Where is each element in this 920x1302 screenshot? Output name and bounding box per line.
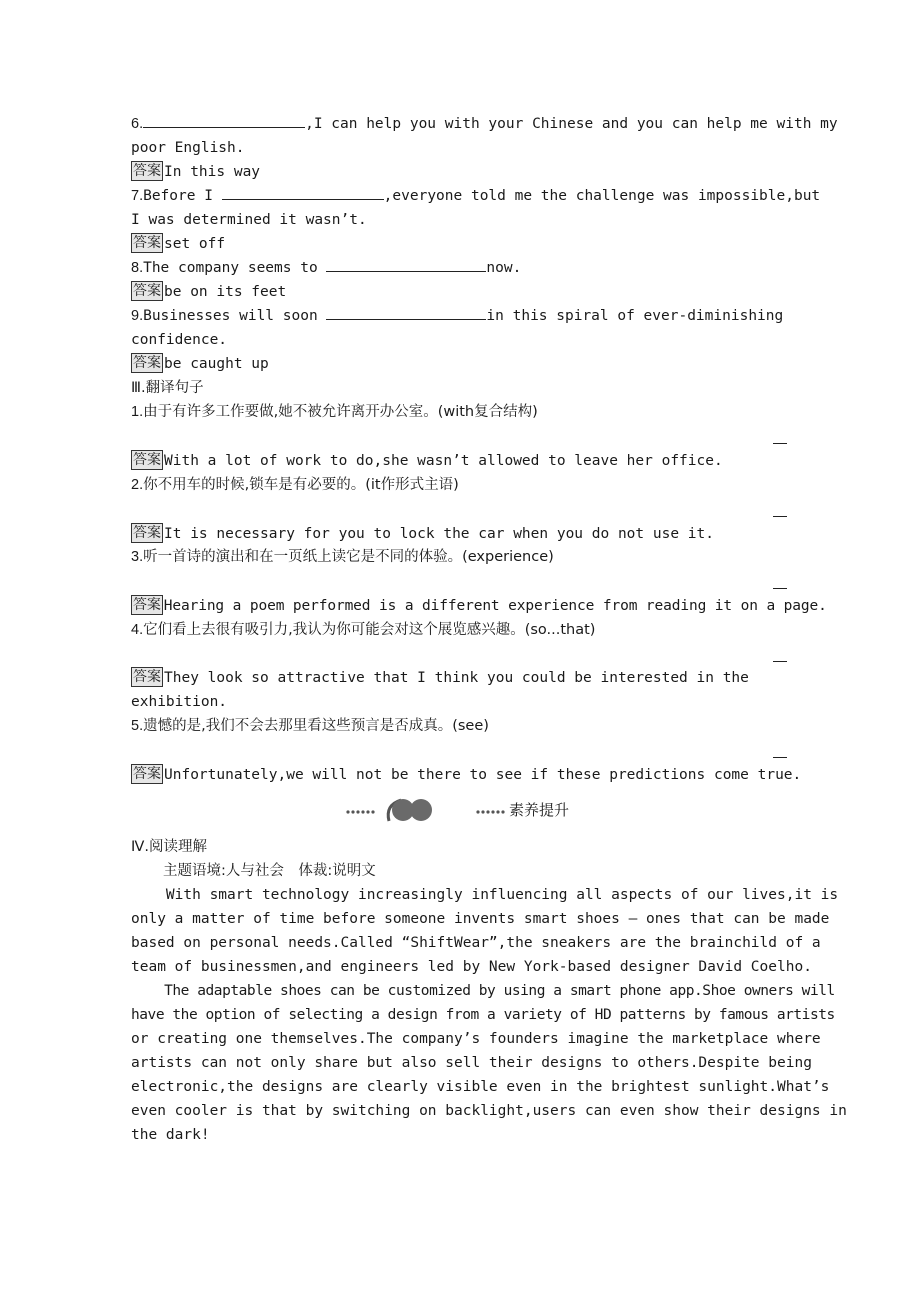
answer-text: In this way: [164, 164, 261, 180]
passage-line: or creating one themselves.The company’s founders imagine the marketplace where: [131, 1031, 821, 1047]
question-number: 1.: [131, 404, 144, 420]
answer-6: [131, 160, 260, 184]
answer-line[interactable]: [773, 516, 787, 517]
translate-4-answer-cont: exhibition.: [131, 694, 228, 710]
answer-text: Unfortunately,we will not be there to see if these predictions come true.: [164, 767, 802, 783]
answer-blank[interactable]: [143, 113, 305, 128]
answer-label: 答案: [133, 235, 161, 251]
question-text: now.: [486, 260, 522, 276]
passage-line: only a matter of time before someone invents smart shoes — ones that can be made: [131, 911, 830, 927]
question-text: ,everyone told me the challenge was impossible,but: [383, 188, 821, 204]
section-3-title: Ⅲ.翻译句子: [131, 380, 204, 396]
question-6: [131, 112, 838, 136]
question-9: [131, 304, 783, 328]
question-6-cont: poor English.: [131, 140, 245, 156]
answer-label: 答案: [133, 163, 161, 179]
translate-2-answer: [131, 522, 714, 546]
answer-text: Hearing a poem performed is a different experience from reading it on a page.: [163, 598, 827, 614]
answer-line[interactable]: [773, 443, 787, 444]
answer-text: They look so attractive that I think you could be interested in the: [164, 670, 749, 686]
answer-text: be caught up: [164, 356, 269, 372]
question-number: 4.: [131, 622, 144, 638]
prompt-text: 听一首诗的演出和在一页纸上读它是不同的体验。(experience): [143, 549, 554, 565]
question-number: 7.: [131, 188, 144, 204]
translate-3-answer: [131, 594, 827, 618]
translate-5-prompt: [131, 714, 489, 738]
passage-line: based on personal needs.Called “ShiftWear”,the sneakers are the brainchild of a: [131, 935, 821, 951]
question-8: [131, 256, 521, 280]
question-number: 8.: [131, 260, 144, 276]
answer-line[interactable]: [773, 588, 787, 589]
question-7: [131, 184, 820, 208]
passage-line: electronic,the designs are clearly visible even in the brightest sunlight.What’s: [131, 1079, 830, 1095]
prompt-text: 遗憾的是,我们不会去那里看这些预言是否成真。(see): [143, 718, 489, 734]
passage-line: even cooler is that by switching on backlight,users can even show their designs in: [131, 1103, 847, 1119]
passage-line: The adaptable shoes can be customized by using a smart phone app.Shoe owners will: [131, 983, 835, 999]
translate-4-prompt: [131, 618, 595, 642]
answer-blank[interactable]: [326, 257, 486, 272]
answer-label: 答案: [133, 525, 161, 541]
answer-blank[interactable]: [326, 305, 486, 320]
translate-1-answer: [131, 449, 723, 473]
section-divider: [345, 795, 585, 825]
answer-label: 答案: [133, 283, 161, 299]
passage-line: have the option of selecting a design from a variety of HD patterns by famous artists: [131, 1007, 835, 1023]
question-number: 2.: [131, 477, 144, 493]
answer-blank[interactable]: [222, 185, 384, 200]
question-number: 5.: [131, 718, 144, 734]
question-text: ,I can help you with your Chinese and you can help me with my: [305, 116, 838, 132]
question-text: Before I: [143, 188, 222, 204]
prompt-text: 它们看上去很有吸引力,我认为你可能会对这个展览感兴趣。(so...that): [143, 622, 596, 638]
answer-text: It is necessary for you to lock the car when you do not use it.: [164, 526, 714, 542]
answer-8: [131, 280, 286, 304]
prompt-text: 由于有许多工作要做,她不被允许离开办公室。(with复合结构): [143, 404, 538, 420]
divider-label: 素养提升: [509, 801, 570, 819]
answer-label: 答案: [133, 669, 161, 685]
question-text: in this spiral of ever-diminishing: [486, 308, 784, 324]
translate-2-prompt: [131, 473, 459, 497]
answer-text: set off: [164, 236, 226, 252]
passage-line: artists can not only share but also sell their designs to others.Despite being: [131, 1055, 812, 1071]
answer-label: 答案: [133, 766, 161, 782]
passage-line: the dark!: [131, 1127, 210, 1143]
passage-line: team of businessmen,and engineers led by New York-based designer David Coelho.: [131, 959, 812, 975]
answer-7: [131, 232, 225, 256]
translate-1-prompt: [131, 400, 538, 424]
answer-label: 答案: [133, 597, 161, 613]
section-4-meta: 主题语境:人与社会 体裁:说明文: [163, 863, 376, 879]
answer-line[interactable]: [773, 661, 787, 662]
question-9-cont: confidence.: [131, 332, 228, 348]
passage-line: With smart technology increasingly influencing all aspects of our lives,it is: [131, 887, 839, 903]
section-4-title: Ⅳ.阅读理解: [131, 839, 207, 855]
translate-3-prompt: [131, 545, 554, 569]
translate-4-answer: [131, 666, 749, 690]
answer-label: 答案: [133, 355, 161, 371]
answer-label: 答案: [133, 452, 161, 468]
prompt-text: 你不用车的时候,锁车是有必要的。(it作形式主语): [143, 477, 459, 493]
question-text: The company seems to: [143, 260, 327, 276]
translate-5-answer: [131, 763, 801, 787]
question-number: 6.: [131, 116, 144, 132]
answer-text: With a lot of work to do,she wasn’t allowed to leave her office.: [164, 453, 723, 469]
answer-line[interactable]: [773, 757, 787, 758]
answer-9: [131, 352, 269, 376]
question-text: Businesses will soon: [143, 308, 327, 324]
answer-text: be on its feet: [164, 284, 287, 300]
question-7-cont: I was determined it wasn’t.: [131, 212, 367, 228]
question-number: 3.: [131, 549, 144, 565]
question-number: 9.: [131, 308, 144, 324]
